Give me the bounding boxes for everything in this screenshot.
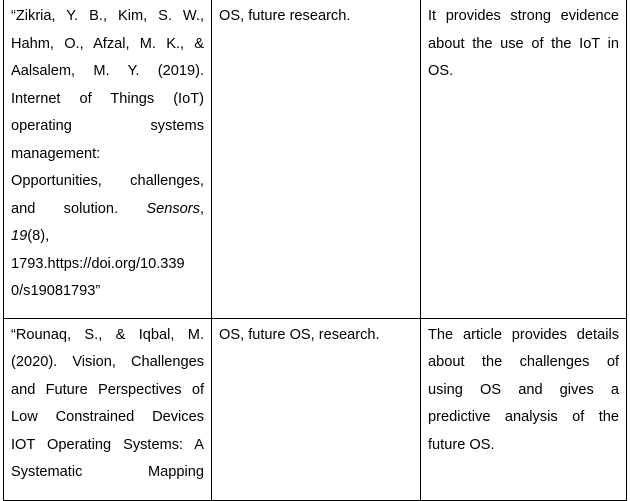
summary-cell: [421, 0, 627, 318]
summary-line: It provides strong evidence: [428, 8, 619, 24]
topic-text: OS, future OS, research.: [219, 326, 380, 343]
reference-line: “Rounaq, S., & Iqbal, M.: [11, 326, 204, 343]
issue-number: (8),: [27, 228, 50, 244]
reference-line: Low Constrained Devices: [11, 409, 204, 425]
reference-line: operating systems: [11, 118, 204, 134]
reference-cell: [4, 0, 212, 318]
summary-line: OS.: [428, 63, 454, 79]
reference-line-journal: [11, 196, 204, 224]
topic-text: OS, future research.: [219, 8, 351, 24]
reference-line: 1793.https://doi.org/10.339: [11, 255, 185, 272]
reference-line-volume: [11, 223, 204, 251]
reference-line: (2020). Vision, Challenges: [11, 354, 204, 370]
summary-line: about the use of the IoT in: [428, 35, 619, 52]
reference-line: Systematic Mapping: [11, 464, 204, 480]
reference-line: and Future Perspectives of: [11, 381, 204, 398]
journal-name: Sensors: [146, 200, 200, 217]
reference-line: IOT Operating Systems: A: [11, 436, 204, 453]
literature-table: [3, 0, 627, 501]
summary-line: The article provides details: [428, 326, 619, 343]
topic-cell: [212, 0, 421, 318]
reference-text: and solution.: [11, 200, 119, 217]
volume-number: 19: [11, 228, 28, 244]
summary-line: predictive analysis of the: [428, 409, 619, 425]
summary-line: about the challenges of: [428, 354, 619, 370]
reference-line: 0/s19081793”: [11, 283, 101, 299]
table-row: [4, 0, 627, 318]
reference-cell: [4, 318, 212, 500]
summary-line: using OS and gives a: [428, 381, 619, 398]
summary-line: future OS.: [428, 436, 495, 453]
reference-line: “Zikria, Y. B., Kim, S. W.,: [11, 8, 204, 24]
table-row: [4, 318, 627, 500]
reference-text: ,: [199, 200, 204, 217]
reference-line: Internet of Things (IoT): [11, 90, 204, 107]
reference-line: Opportunities, challenges,: [11, 173, 204, 189]
topic-cell: [212, 318, 421, 500]
summary-cell: [421, 318, 627, 500]
reference-line: Hahm, O., Afzal, M. K., &: [11, 35, 204, 52]
reference-line: Aalsalem, M. Y. (2019).: [11, 63, 204, 79]
reference-line: management:: [11, 145, 101, 162]
